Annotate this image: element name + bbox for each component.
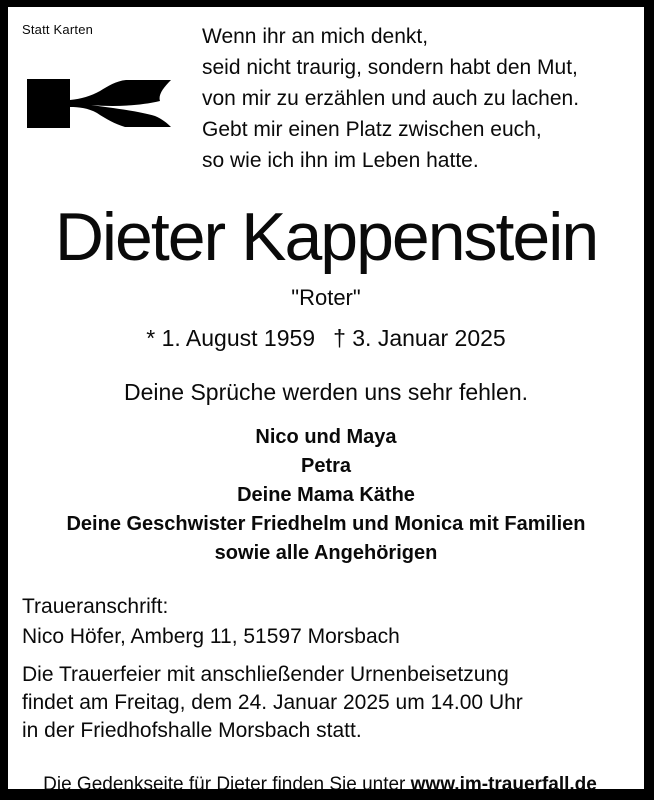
mourner-line: Nico und Maya — [255, 426, 397, 448]
kawasaki-k-icon — [27, 79, 172, 128]
mourning-address — [22, 592, 400, 652]
mourners-list — [8, 423, 644, 568]
mourning-address-value: Nico Höfer, Amberg 11, 51597 Morsbach — [22, 625, 400, 648]
funeral-service-info — [22, 661, 523, 745]
poem-line: Wenn ihr an mich denkt, — [202, 25, 429, 48]
memorial-page-url: www.im-trauerfall.de — [410, 774, 597, 795]
farewell-line: Deine Sprüche werden uns sehr fehlen. — [123, 379, 529, 405]
poem-line: von mir zu erzählen und auch zu lachen. — [202, 87, 580, 110]
poem-line: seid nicht traurig, sondern habt den Mut, — [202, 56, 578, 79]
mourning-address-label: Traueranschrift: — [22, 595, 169, 618]
memorial-page-text: Die Gedenkseite für Dieter finden Sie unter — [43, 774, 411, 795]
mourner-line: Deine Geschwister Friedhelm und Monica mit Familien — [66, 513, 586, 535]
memorial-page-line — [22, 752, 597, 800]
service-line: Die Trauerfeier mit anschließender Urnenbeisetzung — [22, 663, 509, 686]
mourner-line: sowie alle Angehörigen — [214, 542, 438, 564]
memorial-poem — [202, 21, 579, 176]
poem-line: so wie ich ihn im Leben hatte. — [202, 149, 479, 172]
mourner-line: Petra — [300, 455, 352, 477]
birth-date: * 1. August 1959 — [146, 325, 316, 351]
deceased-name: Dieter Kappenstein — [54, 199, 598, 275]
life-dates — [8, 325, 644, 352]
mourner-line: Deine Mama Käthe — [237, 484, 415, 506]
poem-line: Gebt mir einen Platz zwischen euch, — [202, 118, 542, 141]
deceased-nickname: "Roter" — [291, 285, 361, 310]
statt-karten-label: Statt Karten — [22, 22, 94, 37]
death-date: † 3. Januar 2025 — [333, 325, 506, 351]
service-line: in der Friedhofshalle Morsbach statt. — [22, 719, 362, 742]
service-line: findet am Freitag, dem 24. Januar 2025 um 14.00 Uhr — [22, 691, 523, 714]
